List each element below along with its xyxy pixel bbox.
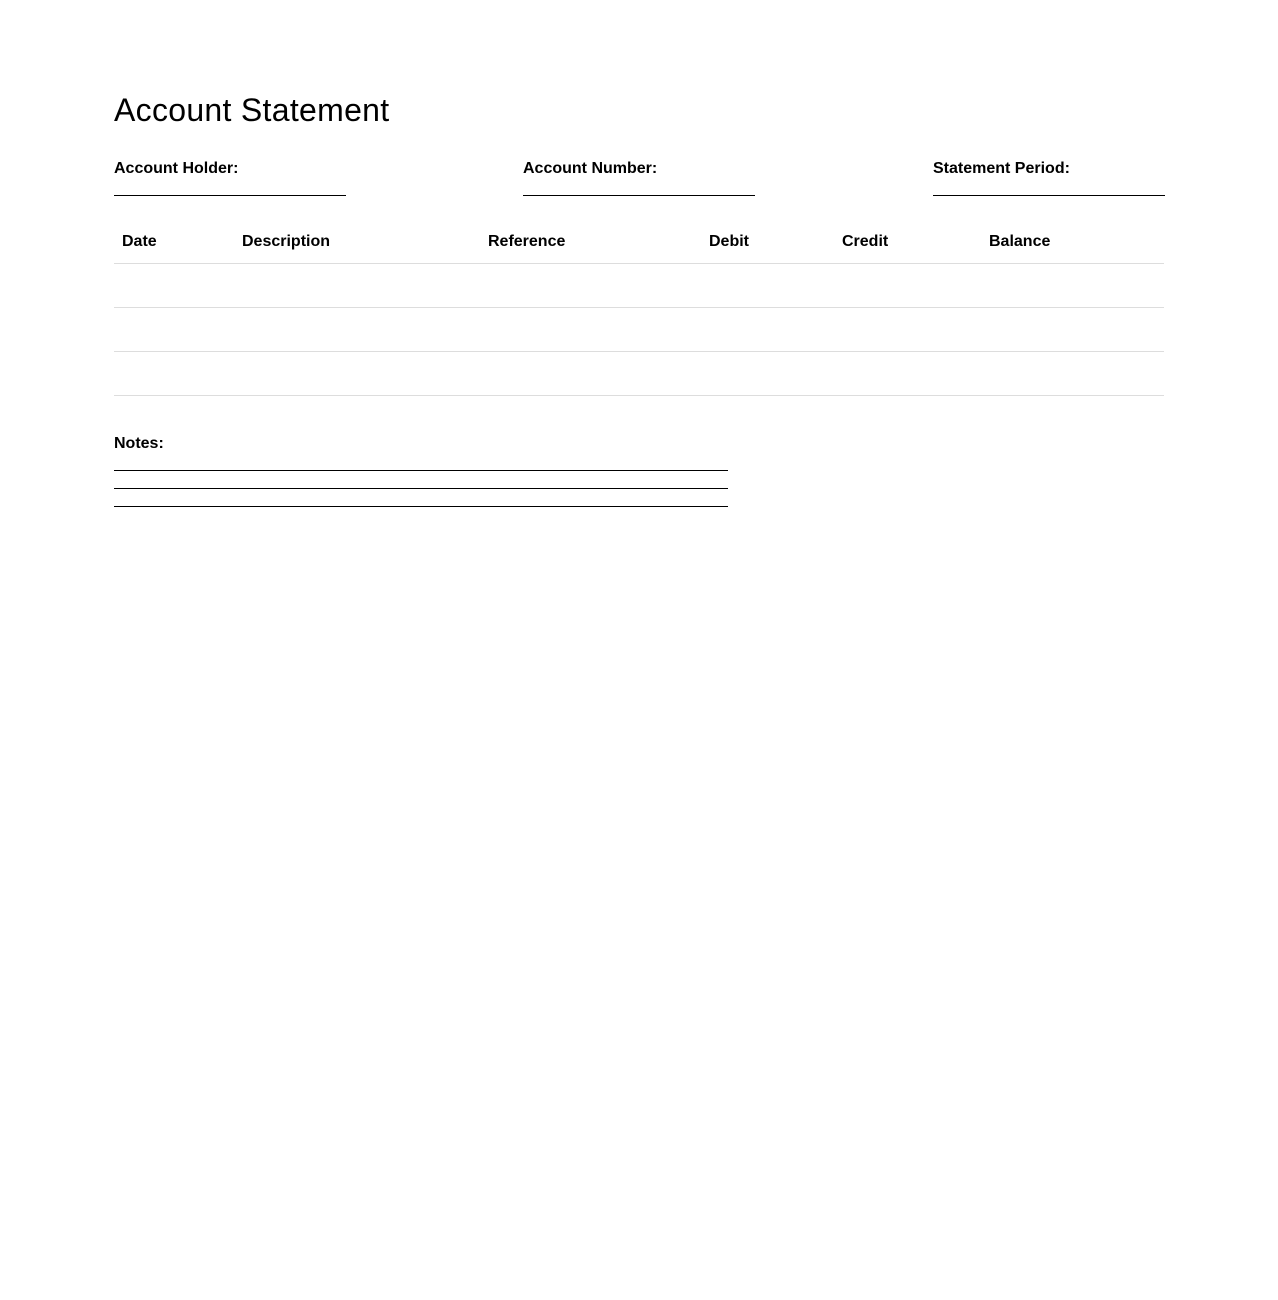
cell-credit[interactable] [834, 308, 981, 352]
statement-period-line[interactable] [933, 195, 1165, 196]
table-row [114, 308, 1164, 352]
cell-debit[interactable] [701, 308, 834, 352]
cell-balance[interactable] [981, 264, 1164, 308]
account-holder-field [114, 158, 346, 196]
page-title: Account Statement [114, 92, 390, 128]
cell-credit[interactable] [834, 264, 981, 308]
cell-date[interactable] [114, 308, 234, 352]
account-number-field [523, 158, 755, 196]
cell-debit[interactable] [701, 264, 834, 308]
account-holder-line[interactable] [114, 195, 346, 196]
statement-period-label: Statement Period: [933, 160, 1070, 177]
table-header-row [114, 221, 1164, 264]
cell-debit[interactable] [701, 352, 834, 396]
account-holder-label: Account Holder: [114, 160, 239, 177]
notes-line-3[interactable] [114, 506, 728, 507]
table-row [114, 352, 1164, 396]
cell-date[interactable] [114, 352, 234, 396]
transactions-table [114, 221, 1164, 396]
cell-description[interactable] [234, 308, 480, 352]
cell-description[interactable] [234, 264, 480, 308]
cell-balance[interactable] [981, 352, 1164, 396]
column-header-description: Description [234, 221, 480, 264]
cell-reference[interactable] [480, 352, 701, 396]
column-header-date: Date [114, 221, 234, 264]
column-header-balance: Balance [981, 221, 1164, 264]
notes-section [114, 433, 728, 507]
notes-line-2[interactable] [114, 488, 728, 489]
column-header-credit: Credit [834, 221, 981, 264]
cell-description[interactable] [234, 352, 480, 396]
cell-reference[interactable] [480, 264, 701, 308]
table-row [114, 264, 1164, 308]
account-number-label: Account Number: [523, 160, 658, 177]
account-number-line[interactable] [523, 195, 755, 196]
column-header-debit: Debit [701, 221, 834, 264]
statement-period-field [933, 158, 1165, 196]
notes-line-1[interactable] [114, 470, 728, 471]
cell-reference[interactable] [480, 308, 701, 352]
cell-date[interactable] [114, 264, 234, 308]
cell-credit[interactable] [834, 352, 981, 396]
column-header-reference: Reference [480, 221, 701, 264]
cell-balance[interactable] [981, 308, 1164, 352]
notes-label: Notes: [114, 435, 164, 452]
